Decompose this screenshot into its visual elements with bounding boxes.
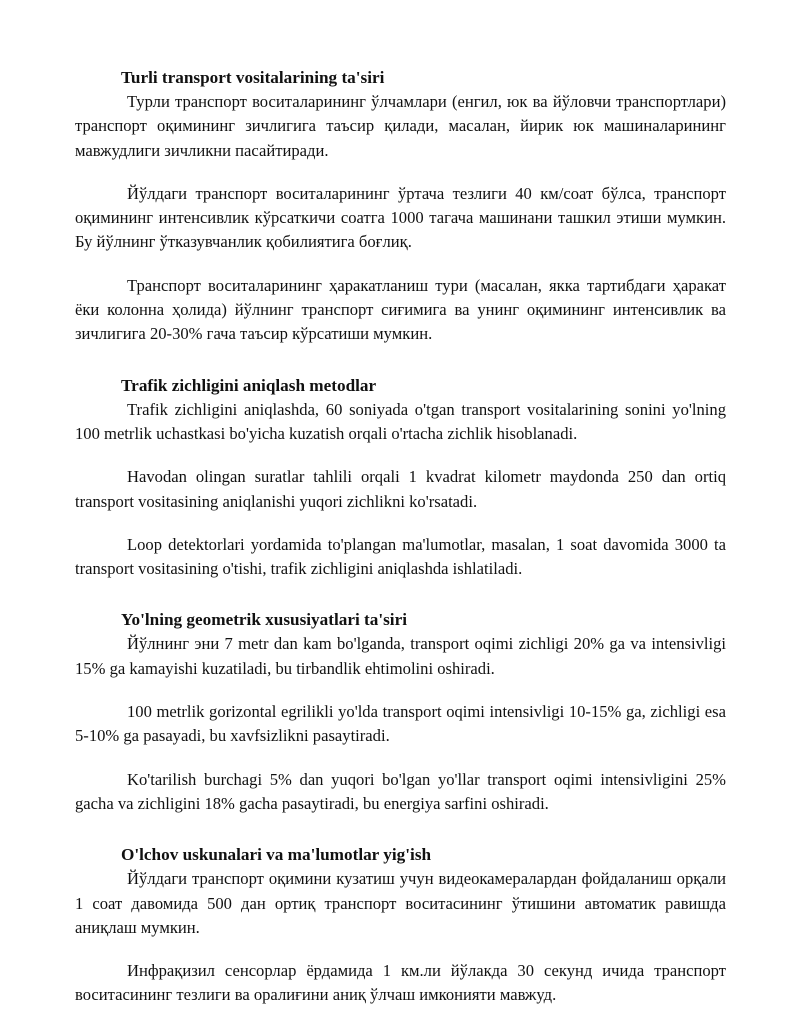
- paragraph: Йўлдаги транспорт оқимини кузатиш учун видеокамералардан фойдаланиш орқали 1 соат давомида 500 дан ортиқ транспорт воситасининг ўтишини автоматик равишда аниқлаш мумкин.: [75, 869, 726, 937]
- paragraph: Йўлнинг эни 7 metr dan kam bo'lganda, transport oqimi zichligi 20% ga va intensivligi 15% ga kamayishi kuzatiladi, bu tirbandlik ehtimolini oshiradi.: [75, 634, 726, 678]
- section-heading: Yo'lning geometrik xususiyatlari ta'siri: [121, 610, 407, 630]
- paragraph: 100 metrlik gorizontal egrilikli yo'lda transport oqimi intensivligi 10-15% ga, zichligi esa 5-10% ga pasayadi, bu xavfsizlikni pasaytiradi.: [75, 702, 726, 746]
- paragraph: Trafik zichligini aniqlashda, 60 soniyada o'tgan transport vositalarining sonini yo'lning 100 metrlik uchastkasi bo'yicha kuzatish orqali o'rtacha zichlik hisoblanadi.: [75, 399, 726, 443]
- paragraph: Транспорт воситаларининг ҳаракатланиш тури (масалан, якка тартибдаги ҳаракат ёки колонна ҳолида) йўлнинг транспорт сиғимига ва унинг оқимининг интенсивлик ва зичлигига 20-30% гача таъсир кўрсатиши мумкин.: [75, 275, 726, 344]
- section-density-methods: [75, 374, 726, 582]
- paragraph: Ko'tarilish burchagi 5% dan yuqori bo'lgan yo'llar transport oqimi intensivligini 25% gacha va zichligini 18% gacha pasaytiradi, bu energiya sarfini oshiradi.: [75, 769, 726, 813]
- paragraph: Havodan olingan suratlar tahlili orqali 1 kvadrat kilometr maydonda 250 dan ortiq transport vositasining aniqlanishi yuqori zichlikni ko'rsatadi.: [75, 467, 726, 511]
- section-heading: Turli transport vositalarining ta'siri: [121, 68, 385, 87]
- section-heading: O'lchov uskunalari va ma'lumotlar yig'ish: [121, 845, 432, 865]
- section-measurement-equipment: [75, 843, 726, 1007]
- section-heading: Trafik zichligini aniqlash metodlar: [121, 375, 377, 395]
- paragraph: Инфрақизил сенсорлар ёрдамида 1 км.ли йўлакда 30 секунд ичида транспорт воситасининг тезлиги ва оралиғини аниқ ўлчаш имконияти мавжуд.: [75, 961, 726, 1005]
- section-road-geometry: [75, 608, 726, 816]
- paragraph: Турли транспорт воситаларининг ўлчамлари (енгил, юк ва йўловчи транспортлари) транспорт оқимининг зичлигига таъсир қилади, масалан, йирик юк машиналарининг мавжудлиги зичликни пасайтиради.: [75, 92, 726, 160]
- paragraph: Loop detektorlari yordamida to'plangan ma'lumotlar, masalan, 1 soat davomida 3000 ta transport vositasining o'tishi, trafik zichligini aniqlashda ishlatiladi.: [75, 534, 726, 579]
- paragraph: Йўлдаги транспорт воситаларининг ўртача тезлиги 40 км/соат бўлса, транспорт оқимининг интенсивлик кўрсаткичи соатга 1000 тагача машинани ташкил этиши мумкин. Бу йўлнинг ўтказувчанлик қобилиятига боғлиқ.: [75, 183, 726, 252]
- section-vehicle-types: [75, 66, 726, 347]
